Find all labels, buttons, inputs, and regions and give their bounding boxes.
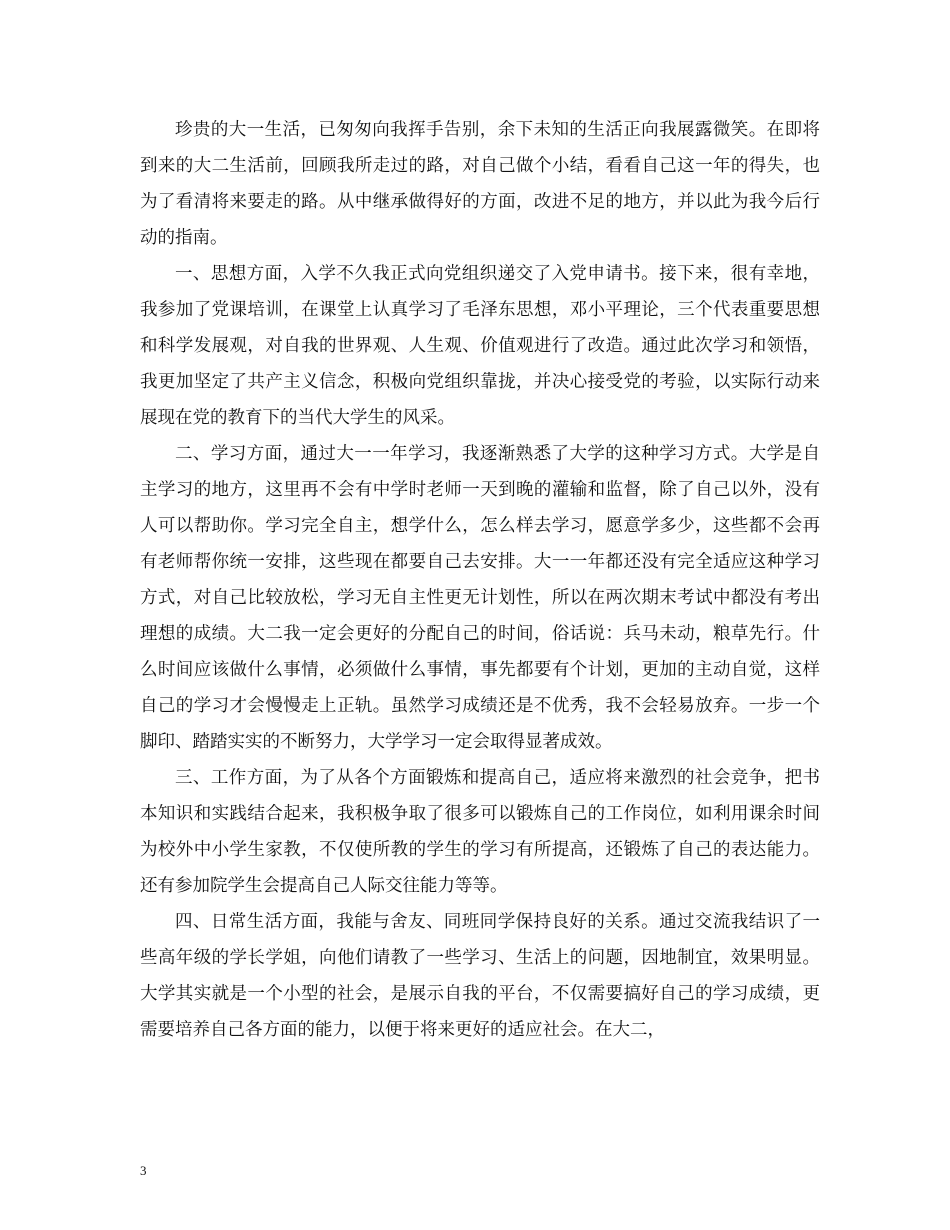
paragraph-study: 二、学习方面，通过大一一年学习，我逐渐熟悉了大学的这种学习方式。大学是自主学习的地方，这里再不会有中学时老师一天到晚的灌输和监督，除了自己以外，没有人可以帮助你。学习完全自主，想学什么，怎么样去学习，愿意学多少，这些都不会再有老师帮你统一安排，这些现在都要自己去安排。大一一年都还没有完全适应这种学习方式，对自己比较放松，学习无自主性更无计划性，所以在两次期末考试中都没有考出理想的成绩。大二我一定会更好的分配自己的时间，俗话说：兵马未动，粮草先行。什么时间应该做什么事情，必须做什么事情，事先都要有个计划，更加的主动自觉，这样自己的学习才会慢慢走上正轨。虽然学习成绩还是不优秀，我不会轻易放弃。一步一个脚印、踏踏实实的不断努力，大学学习一定会取得显著成效。	[140, 444, 820, 752]
paragraph-daily-life: 四、日常生活方面，我能与舍友、同班同学保持良好的关系。通过交流我结识了一些高年级的学长学姐，向他们请教了一些学习、生活上的问题，因地制宜，效果明显。大学其实就是一个小型的社会，是展示自我的平台，不仅需要搞好自己的学习成绩，更需要培养自己各方面的能力，以便于将来更好的适应社会。在大二，	[140, 912, 820, 1040]
page-number: 3	[140, 1163, 147, 1178]
paragraph-intro: 珍贵的大一生活，已匆匆向我挥手告别，余下未知的生活正向我展露微笑。在即将到来的大二生活前，回顾我所走过的路，对自己做个小结，看看自己这一年的得失，也为了看清将来要走的路。从中继承做得好的方面，改进不足的地方，并以此为我今后行动的指南。	[140, 120, 820, 248]
paragraph-work: 三、工作方面，为了从各个方面锻炼和提高自己，适应将来激烈的社会竞争，把书本知识和实践结合起来，我积极争取了很多可以锻炼自己的工作岗位，如利用课余时间为校外中小学生家教，不仅使所教的学生的学习有所提高，还锻炼了自己的表达能力。还有参加院学生会提高自己人际交往能力等等。	[140, 768, 820, 896]
document-body	[140, 112, 820, 1048]
paragraph-thought: 一、思想方面，入学不久我正式向党组织递交了入党申请书。接下来，很有幸地，我参加了党课培训，在课堂上认真学习了毛泽东思想，邓小平理论，三个代表重要思想和科学发展观，对自我的世界观、人生观、价值观进行了改造。通过此次学习和领悟，我更加坚定了共产主义信念，积极向党组织靠拢，并决心接受党的考验，以实际行动来展现在党的教育下的当代大学生的风采。	[140, 264, 820, 428]
